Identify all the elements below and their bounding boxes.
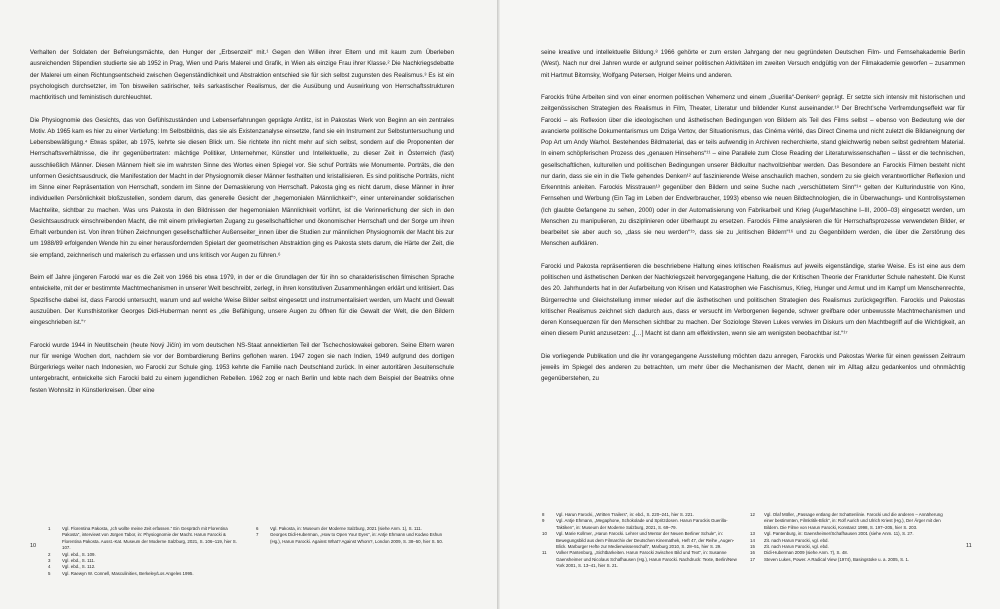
page-number: 10 [30,543,37,549]
right-page [500,0,1000,609]
footnote: 6 Vgl. Pakosta, in: Museum der Moderne Salzburg, 2021 (siehe Anm. 1), S. 111. [256,526,422,531]
body-paragraph: Verhalten der Soldaten der Befreiungsmächte, den Hunger der „Erbsenzeit“ mit.¹ Gegen den Willen ihrer Eltern und mit kaum zum Überleben ausreichenden Stipendien studierte sie ab 1952 in Prag, Wien und Paris Malerei und Grafik, in Wien als einzige Frau ihrer Klasse.² Die Nachkriegsdebatte der Malerei um einen Richtungsentscheid zwischen Gegenständlichkeit und Abstraktion entschied sie für sich selbst zugunsten des Realismus.³ Es ist ein psychologisch durchsetzter, im Ton bisweilen satirischer, teils sarkastischer Realismus, der die Ausübung und Auswirkung von Herrschaftsstrukturen machtkritisch und feministisch durchleuchtet. [30,49,454,101]
body-paragraph: Die vorliegende Publikation und die ihr vorangegangene Ausstellung möchten dazu anregen, Farockis und Pakostas Werke für einen gewissen Zeitraum jeweils im Spiegel des anderen zu betrachten, um mehr über die Mechanismen der Macht, denen wir im Alltag allzu gedankenlos und ohnmächtig gegenüberstehen, zu [541,352,965,383]
body-paragraph: Beim elf Jahre jüngeren Farocki war es die Zeit von 1966 bis etwa 1979, in der er die Grundlagen der für ihn so charakteristischen filmischen Sprache entwickelte, mit der er bestimmte Machtmechanismen in unserer Welt beschreibt, zerlegt, in ihren konstitutiven Zusammenhängen erklärt und kritisiert. Das Spezifische dabei ist, dass Farocki untersucht, warum und auf welche Weise Bilder selbst eingesetzt und instrumentalisiert werden, um Macht und Gewalt auszuüben. Der Kunsthistoriker Georges Didi-Huberman nennt es „die Befähigung, unsere Augen zu öffnen für die Gewalt der Welt, die den Bildern eingeschrieben ist.“⁷ [30,274,454,326]
footnotes-column [48,526,240,577]
footnote: 17 Steven Lukes, Power. A Radical View (1974), Basingstoke u. a. 2005, S. 1. [750,556,910,562]
footnote: 16 Didi-Huberman 2009 (siehe Anm. 7), S. 48. [750,550,848,556]
left-page [0,0,497,609]
footnote: 11 Volker Pantenburg, „Sichtbarkeiten. Harun Farocki zwischen Bild und Text“, in: Susanne Gaensheimer und Nicolaus Schafhausen (Hg.), Harun Farocki. Nachdruck: Texte, Berlin/New York 2001, S. 13–41, hier S. 21. [542,550,737,569]
footnote: 9 Vgl. Antje Ehmann, „Megaphone, Schokolade und Spritzdosen. Harun Farockis Guerilla-Taktiken“, in: Museum der Moderne Salzburg, 2021, S. 69–79. [542,518,728,530]
footnotes-column [256,526,452,545]
body-paragraph: Farocki und Pakosta repräsentieren die beschriebene Haltung eines kritischen Realismus auf jeweils eigenständige, starke Weise. Es ist eine aus dem politischen und ästhetischen Denken der Nachkriegszeit hervorgegangene Haltung, die der Kritischen Theorie der Frankfurter Schule nahesteht. Die Kunst des 20. Jahrhunderts hat in der Aufarbeitung von Krisen und Katastrophen wie Faschismus, Krieg, Hunger und Armut und im Kampf um Menschenrechte, Bürgerrechte und Gleichstellung immer wieder auf die ästhetischen und politischen Strategien des Realismus zurückgegriffen. Farockis und Pakostas kritischer Realismus zeichnet sich dadurch aus, dass er versucht im Verborgenen liegende, schwer greifbare oder unbewusste Machtmechanismen und deren Konsequenzen für den Menschen sichtbar zu machen. Der Soziologe Steven Lukes verwies im Diskurs um den Machtbegriff auf die Wichtigkeit, an einen diesem Punkt anzusetzen: „[…] Macht ist dann am effektivsten, wenn sie am wenigsten beobachtbar ist.“¹⁷ [541,262,965,338]
body-paragraph: seine kreative und intellektuelle Bildung.⁸ 1966 gehörte er zum ersten Jahrgang der neu gegründeten Deutschen Film- und Fernsehakademie Berlin (West). Nach nur drei Jahren wurde er aufgrund seiner politischen Aktivitäten im zweiten Versuch endgültig von der Filmakademie geworfen – zusammen mit Hartmut Bitomsky, Wolfgang Petersen, Holger Meins und anderen. [541,49,965,79]
footnote: 4 Vgl. ebd., S. 112. [48,564,96,570]
body-paragraph: Farocki wurde 1944 in Neutitschein (heute Nový Jičín) im vom deutschen NS-Staat annektierten Teil der Tschechoslowakei geboren. Seine Eltern waren nur für wenige Wochen dort, nachdem sie vor der Bombardierung Berlins geflohen waren. 1947 zogen sie nach Indien, 1949 aufgrund des dortigen Bürgerkriegs weiter nach Indonesien, wo Farocki zur Schule ging. 1953 kehrte die Familie nach Deutschland zurück. In einer autoritären Jesuitenschule untergebracht, entwickelte sich Farocki bald zu einem jugendlichen Rebellen. 1962 zog er nach Berlin und lebte nach dem Beispiel der Beatniks ohne festen Wohnsitz in Künstlerkreisen. Über eine [30,341,454,394]
footnote: 8 Vgl. Harun Farocki, „Written Trailers“, in: ebd., S. 220–241, hier S. 221. [542,512,694,517]
footnote: 10 Vgl. Marie Kollmer, „Harun Farocki. Lehrer und Mentor der Neuen Berliner Schule“, in: Bewegungsbild aus dem Filmarchiv der Deutschen Kinemathek, Heft 47, der Reihe „Augen-Blick. Marburger Hefte zur Medienwissenschaft“, Marburg 2010, S. 28–51, hier S. 29. [542,531,735,550]
body-paragraph: Die Physiognomie des Gesichts, das von Gefühlszuständen und Lebenserfahrungen geprägte Antlitz, ist in Pakostas Werk von Beginn an ein zentrales Motiv. Ab 1965 kam es hier zu einer Vertiefung: Im Selbstbildnis, das sie als Existenzanalyse einsetzte, fand sie ein Instrument zur Selbstuntersuchung und Lebensbewältigung.⁴ Etwas später, ab 1975, kehrte sie diesen Blick um. Sie richtete ihn nicht mehr auf sich selbst, sondern auf die Proponenten der Herrschaftsverhältnisse, die ihr gegenübertraten: mächtige Politiker, Unternehmer, Künstler und Intellektuelle, zu dieser Zeit in Österreich (fast) ausschließlich Männer. Diesen Männern hielt sie im wahrsten Sinne des Wortes einen Spiegel vor. Sie schuf Porträts wie Monumente. Porträts, die den unformen Gesichtsausdruck, die Manifestation der Macht in der Physiognomik dieser Männer festhalten und kristallisieren. Es sind politische Porträts, nicht im Sinne einer Repräsentation von Herrschaft, sondern im Sinne der Demaskierung von Herrschaft. Pakosta ging es nicht darum, diese Männer in ihrer individuellen Persönlichkeit bloßzustellen, sondern darum, das generelle Gesicht der „hegemonialen Männlichkeit“⁵, einer untereinander solidarischen Machtelite, sichtbar zu machen. Was uns Pakosta in den Bildnissen der hegemonialen Männlichkeit vorführt, ist die Verinnerlichung der sich in den Gesichtsausdruck einschreibenden Macht, die mit einem privilegierten Zugang zu gesellschaftlicher und ökonomischer Herrschaft und der Sorge um ihren Erhalt verbunden ist. Von ihren frühen Zeichnungen gesellschaftlicher Außenseiter_innen über die Studien zur männlichen Physiognomik der Macht bis zur um 1988/89 erfolgenden Wende hin zu einer herausfordernden Spielart der geometrischen Abstraktion ging es Pakosta stets darum, die Härte der Zeit, die sie empfand, zeichnerisch und malerisch zu erfassen und uns kritisch vor Augen zu führen.⁶ [30,116,454,259]
footnote: 2 Vgl. ebd., S. 109. [48,551,96,557]
right-body-text [541,47,965,385]
footnotes-column [542,512,742,570]
footnotes-column [750,512,950,563]
footnote: 13 Vgl. Pantenburg, in: Gaensheimer/Schafhausen 2001 (siehe Anm. 11), S. 27. [750,531,914,537]
footnote: 7 Georges Didi-Huberman, „How to Open Your Eyes“, in: Antje Ehmann und Kodwo Eshun (Hg.), Harun Farocki. Against What? Against Whom?, London 2009, S. 38–50, hier S. 50. [256,532,444,544]
body-paragraph: Farockis frühe Arbeiten sind von einer enormen politischen Vehemenz und einem „Guerilla“-Denken⁹ geprägt. Er setzte sich intensiv mit historischen und zeitgenössischen Strategien des Realismus in Film, Theater, Literatur und bildender Kunst auseinander.¹⁰ Der Brecht’sche Verfremdungseffekt war für Farocki – als Reflexion über die ideologischen und ästhetischen Bedingungen von Bildern als Teil des Films selbst – ebenso von Bedeutung wie der avancierte politische Dokumentarismus um Dziga Vertov, der Situationismus, das Cinéma vérité, das Direct Cinema und nicht zuletzt die Bildaneignung der Pop Art um Andy Warhol. Bestehendes Bildmaterial, das er teils aufwendig in Archiven recherchierte, stand gleichwertig neben selbst gedrehtem Material. In einem schöpferischen Prozess des „genauen Hinsehens“¹¹ – eine Parallele zum Close Reading der Literaturwissenschaften – lässt er die technischen, gesellschaftlichen, kulturellen und politischen Bedingungen unserer Bildkultur nachvollziehbar werden. Das Besondere an Farockis Filmen besteht nicht nur darin, dass sie ein in die Tiefe gehendes Denken¹² auf faszinierende Weise anschaulich machen, sondern zu sie gleich verantwortlicher Reflexion und Erkenntnis anleiten. Farockis Misstrauen¹³ gegenüber den Bildern und seine Suche nach „verschüttetem Sinn“¹⁴ gelten der Kulturindustrie von Kino, Fernsehen und Werbung (Ein Tag im Leben der Endverbraucher, 1993) ebenso wie neuen Bildtechnologien, die in Überwachungs- und Kontrollsystemen (Ich glaubte Gefangene zu sehen, 2000) oder in der Automatisierung von Fabrikarbeit und Krieg (Auge/Maschine I–III, 2000–03) eingesetzt werden, um Menschen zu manipulieren, zu disziplinieren oder überhaupt zu ersetzen. Farockis Filme analysieren die für Herrschaftsprozesse verwendeten Bilder, er bearbeitet sie aber auch so, „dass sie neu werden“¹⁵, dass sie zu „kritischen Bildern“¹⁶ und zu Gegenbildern werden, die über die Zerstörung des Menschen aufklären. [541,94,965,248]
footnote: 3 Vgl. ebd., S. 111. [48,558,96,564]
footnote: 1 Vgl. Florentina Pakosta, „Ich wollte meine Zeit erfassen.“ Ein Gespräch mit Florentina Pakosta“, interviewt von Jürgen Tabor, in: Physiognomie der Macht. Harun Farocki & Florentina Pakosta. Ausst.-Kat. Museum der Moderne Salzburg, 2021, S. 106–119, hier S. 107. [48,526,237,551]
footnote: 14 Zit. nach Harun Farocki, vgl. ebd. [750,537,829,543]
left-body-text [30,47,454,396]
footnote: 12 Vgl. Olaf Möller, „Passage entlang der Schattenlinie. Farocki und die anderen – Annäherung einer bestimmten, Filmkritik-Blick“, in: Rolf Aurich und Ulrich Kriest (Hg.), Der Ärger mit den Bildern. Die Filme von Harun Farocki, Konstanz 1998, S. 197–205, hier S. 203. [750,512,943,530]
page-number: 11 [966,543,972,549]
footnote: 5 Vgl. Raewyn W. Connell, Masculinities, Berkeley/Los Angeles 1995. [48,570,194,576]
footnote: 15 Zit. nach Harun Farocki, vgl. ebd. [750,544,829,550]
